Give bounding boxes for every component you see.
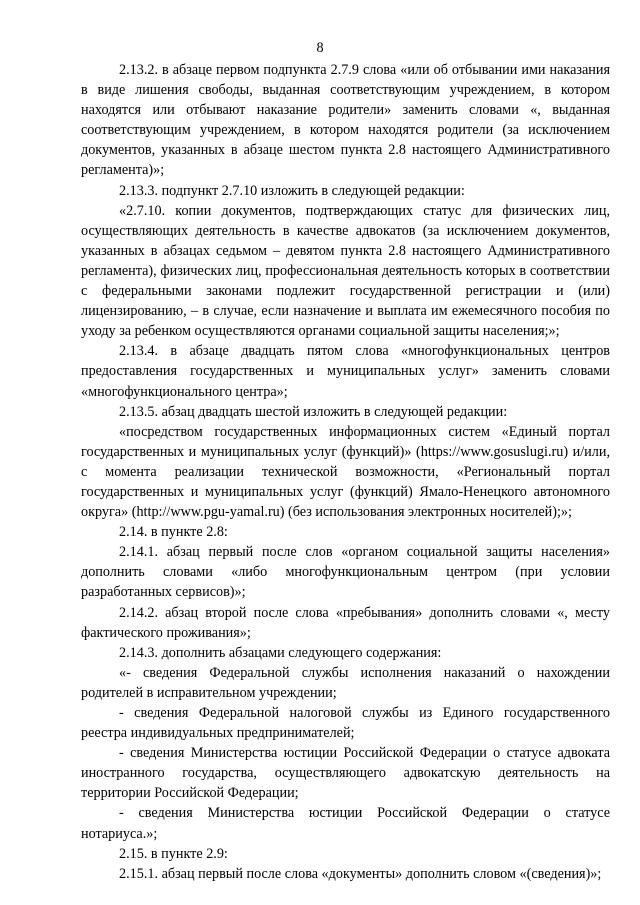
paragraph-2-14-3: 2.14.3. дополнить абзацами следующего содержания:	[119, 644, 442, 661]
paragraph-portal-quote: «посредством государственных информационных систем «Единый портал государственных и муниципальных услуг (функций)» (https://www.gosuslugi.ru) и/или, с момента реализации технической возможности, «Региональный портал государственных и муниципальных услуг (функций) Ямало-Ненецкого автономного округа» (http://www.pgu-yamal.ru) (без использования электронных носителей);»;	[81, 423, 610, 521]
list-item-fns: - сведения Федеральной налоговой службы из Единого государственного реестра индивидуальных предпринимателей;	[81, 705, 610, 742]
paragraph-2-7-10-quote: «2.7.10. копии документов, подтверждающих статус для физических лиц, осуществляющих деятельность в качестве адвокатов (за исключением документов, указанных в абзацах седьмом – девятом пункта 2.8 настоящего Административного регламента), физических лиц, профессиональная деятельность которых в соответствии с федеральными законами подлежит государственной регистрации и (или) лицензированию, – в случае, если назначение и выплата им ежемесячного пособия по уходу за ребенком осуществляются органами социальной защиты населения;»;	[81, 202, 610, 340]
paragraph-2-14-1: 2.14.1. абзац первый после слов «органом социальной защиты населения» дополнить словами «либо многофункциональным центром (при условии разработанных сервисов)»;	[81, 544, 610, 601]
paragraph-2-15-1: 2.15.1. абзац первый после слова «документы» дополнить словом «(сведения)»;	[119, 865, 602, 882]
paragraph-2-14-2: 2.14.2. абзац второй после слова «пребывания» дополнить словами «, месту фактического проживания»;	[81, 604, 610, 641]
paragraph-2-15: 2.15. в пункте 2.9:	[119, 845, 228, 862]
list-item-minjust-advocate: - сведения Министерства юстиции Российской Федерации о статусе адвоката иностранного государства, осуществляющего адвокатскую деятельность на территории Российской Федерации;	[81, 745, 610, 802]
paragraph-2-13-4: 2.13.4. в абзаце двадцать пятом слова «многофункциональных центров предоставления государственных и муниципальных услуг» заменить словами «многофункционального центра»;	[81, 343, 610, 400]
paragraph-2-14: 2.14. в пункте 2.8:	[119, 524, 228, 541]
page-number: 8	[316, 40, 324, 56]
list-item-minjust-notary: - сведения Министерства юстиции Российской Федерации о статусе нотариуса.»;	[81, 805, 610, 842]
paragraph-2-13-2: 2.13.2. в абзаце первом подпункта 2.7.9 слова «или об отбывании ими наказания в виде лишения свободы, выданная соответствующим учреждением, в котором находятся или отбывают наказание родители» заменить словами «, выданная соответствующим учреждением, в котором находятся родители (за исключением документов, указанных в абзаце шестом пункта 2.8 настоящего Административного регламента)»;	[81, 62, 610, 179]
paragraph-2-13-5: 2.13.5. абзац двадцать шестой изложить в следующей редакции:	[119, 403, 508, 420]
paragraph-2-13-3: 2.13.3. подпункт 2.7.10 изложить в следующей редакции:	[119, 182, 465, 199]
document-body	[81, 60, 610, 884]
list-item-fsin: «- сведения Федеральной службы исполнения наказаний о нахождении родителей в исправительном учреждении;	[81, 664, 610, 701]
